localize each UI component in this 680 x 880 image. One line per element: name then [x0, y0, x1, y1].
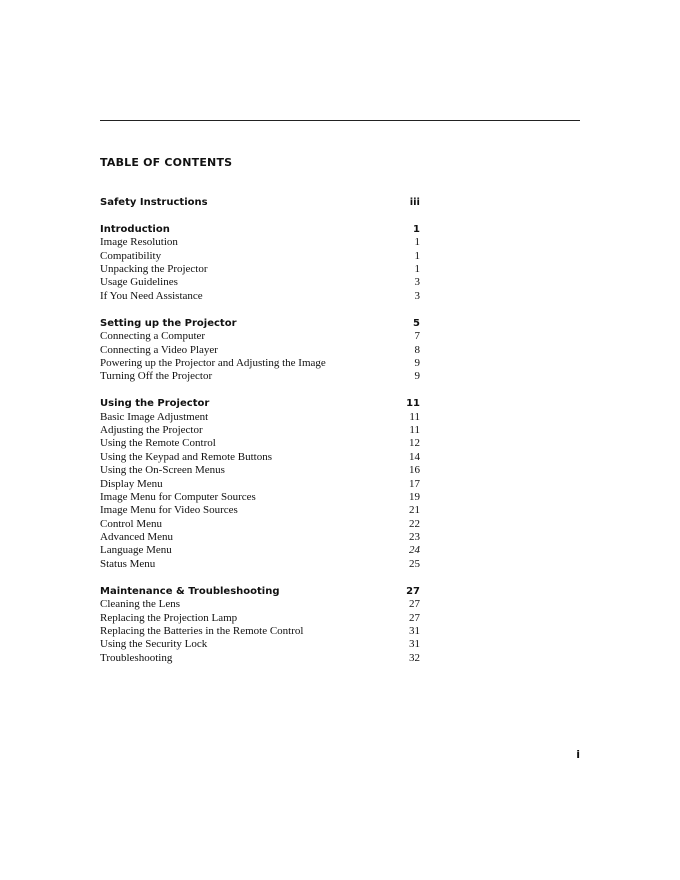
- toc-entry-page: 3: [414, 276, 420, 289]
- toc-entry-page: 22: [409, 517, 420, 530]
- toc-entry[interactable]: [100, 290, 420, 303]
- toc-entry[interactable]: [100, 451, 420, 464]
- toc-entry-label: Using the Remote Control: [100, 437, 216, 450]
- toc-section-page: 11: [406, 398, 420, 410]
- toc-entry-label: Using the Security Lock: [100, 638, 208, 651]
- toc-entry[interactable]: [100, 236, 420, 249]
- toc-entry-page: 31: [409, 638, 420, 651]
- toc-section-page: 1: [413, 223, 420, 235]
- toc-entry-page: 32: [409, 651, 420, 664]
- toc-entry[interactable]: [100, 598, 420, 611]
- toc-section-heading[interactable]: [100, 196, 420, 209]
- toc-entry[interactable]: [100, 558, 420, 571]
- toc-section-page: 5: [413, 317, 420, 329]
- toc-entry-label: Troubleshooting: [100, 651, 173, 664]
- toc-entry[interactable]: [100, 638, 420, 651]
- toc-entry-page: 27: [409, 611, 420, 624]
- toc-entry[interactable]: [100, 544, 420, 557]
- header-rule: [100, 120, 580, 121]
- toc-entry-page: 16: [409, 464, 420, 477]
- toc-section-title: Setting up the Projector: [100, 317, 237, 329]
- toc-section: [100, 223, 420, 303]
- toc-entry[interactable]: [100, 478, 420, 491]
- toc-section: [100, 397, 420, 571]
- toc-entry[interactable]: [100, 625, 420, 638]
- toc-section-heading[interactable]: [100, 317, 420, 330]
- toc-entry-label: Control Menu: [100, 517, 163, 530]
- toc-entry[interactable]: [100, 612, 420, 625]
- toc-entry[interactable]: [100, 263, 420, 276]
- toc-entry-label: Advanced Menu: [100, 531, 174, 544]
- toc-entry-page: 23: [409, 531, 420, 544]
- toc-entry-label: Unpacking the Projector: [100, 263, 208, 276]
- toc-section-heading[interactable]: [100, 397, 420, 410]
- toc-entry[interactable]: [100, 424, 420, 437]
- toc-entry[interactable]: [100, 411, 420, 424]
- toc-entry[interactable]: [100, 464, 420, 477]
- toc-section: [100, 317, 420, 384]
- toc-entry-page: 25: [409, 557, 420, 570]
- toc-entry-label: Usage Guidelines: [100, 276, 178, 289]
- toc-section-title: Introduction: [100, 223, 170, 235]
- toc-entry-label: Adjusting the Projector: [100, 423, 203, 436]
- toc-entry-page: 27: [409, 598, 420, 611]
- toc-section-title: Safety Instructions: [100, 197, 208, 208]
- toc-entry[interactable]: [100, 531, 420, 544]
- toc-entry-page: 12: [409, 437, 420, 450]
- toc-entry-label: Powering up the Projector and Adjusting the Image: [100, 356, 326, 369]
- toc-entry-page: 8: [414, 343, 420, 356]
- toc-entry-page: 21: [409, 504, 420, 517]
- toc-entry-page: 24: [409, 544, 420, 557]
- toc-entry-label: Connecting a Computer: [100, 330, 206, 343]
- toc-entry-label: Replacing the Projection Lamp: [100, 611, 238, 624]
- toc-entry[interactable]: [100, 491, 420, 504]
- toc-section: [100, 585, 420, 665]
- toc-entry[interactable]: [100, 652, 420, 665]
- toc-entry-label: If You Need Assistance: [100, 289, 203, 302]
- toc-entry[interactable]: [100, 344, 420, 357]
- table-of-contents: [100, 196, 420, 679]
- toc-section-title: Using the Projector: [100, 398, 210, 410]
- toc-entry-label: Turning Off the Projector: [100, 370, 213, 383]
- toc-section-page: 27: [406, 585, 420, 597]
- toc-entry-page: 1: [414, 263, 420, 276]
- toc-entry-page: 11: [409, 423, 420, 436]
- toc-entry-page: 9: [414, 356, 420, 369]
- toc-entry-page: 31: [409, 624, 420, 637]
- toc-entry-label: Image Menu for Computer Sources: [100, 490, 256, 503]
- toc-entry[interactable]: [100, 518, 420, 531]
- toc-entry-label: Image Menu for Video Sources: [100, 504, 238, 517]
- toc-entry-page: 1: [414, 236, 420, 249]
- toc-entry-label: Language Menu: [100, 544, 172, 557]
- toc-entry[interactable]: [100, 357, 420, 370]
- toc-entry[interactable]: [100, 504, 420, 517]
- toc-entry-page: 11: [409, 410, 420, 423]
- toc-section-heading[interactable]: [100, 223, 420, 236]
- toc-entry-page: 1: [414, 249, 420, 262]
- toc-section-heading[interactable]: [100, 585, 420, 598]
- toc-entry-page: 19: [409, 490, 420, 503]
- toc-entry-label: Cleaning the Lens: [100, 598, 181, 611]
- toc-entry-page: 14: [409, 450, 420, 463]
- toc-entry-label: Using the Keypad and Remote Buttons: [100, 450, 273, 463]
- toc-entry-label: Using the On-Screen Menus: [100, 464, 225, 477]
- toc-section-title: Maintenance & Troubleshooting: [100, 585, 280, 597]
- toc-section: [100, 196, 420, 209]
- toc-entry-page: 7: [414, 330, 420, 343]
- toc-entry-label: Status Menu: [100, 557, 156, 570]
- toc-entry[interactable]: [100, 370, 420, 383]
- toc-entry-label: Connecting a Video Player: [100, 343, 218, 356]
- toc-entry-page: 17: [409, 477, 420, 490]
- page-number: i: [576, 748, 580, 761]
- toc-entry[interactable]: [100, 276, 420, 289]
- toc-entry-label: Replacing the Batteries in the Remote Control: [100, 624, 304, 637]
- toc-entry[interactable]: [100, 330, 420, 343]
- toc-entry-page: 3: [414, 289, 420, 302]
- toc-entry[interactable]: [100, 250, 420, 263]
- toc-entry-label: Display Menu: [100, 477, 163, 490]
- toc-entry[interactable]: [100, 437, 420, 450]
- toc-entry-label: Compatibility: [100, 249, 162, 262]
- page-title: TABLE OF CONTENTS: [100, 156, 233, 169]
- toc-entry-label: Image Resolution: [100, 236, 178, 249]
- toc-entry-page: 9: [414, 370, 420, 383]
- toc-section-page: iii: [409, 197, 420, 208]
- toc-entry-label: Basic Image Adjustment: [100, 410, 209, 423]
